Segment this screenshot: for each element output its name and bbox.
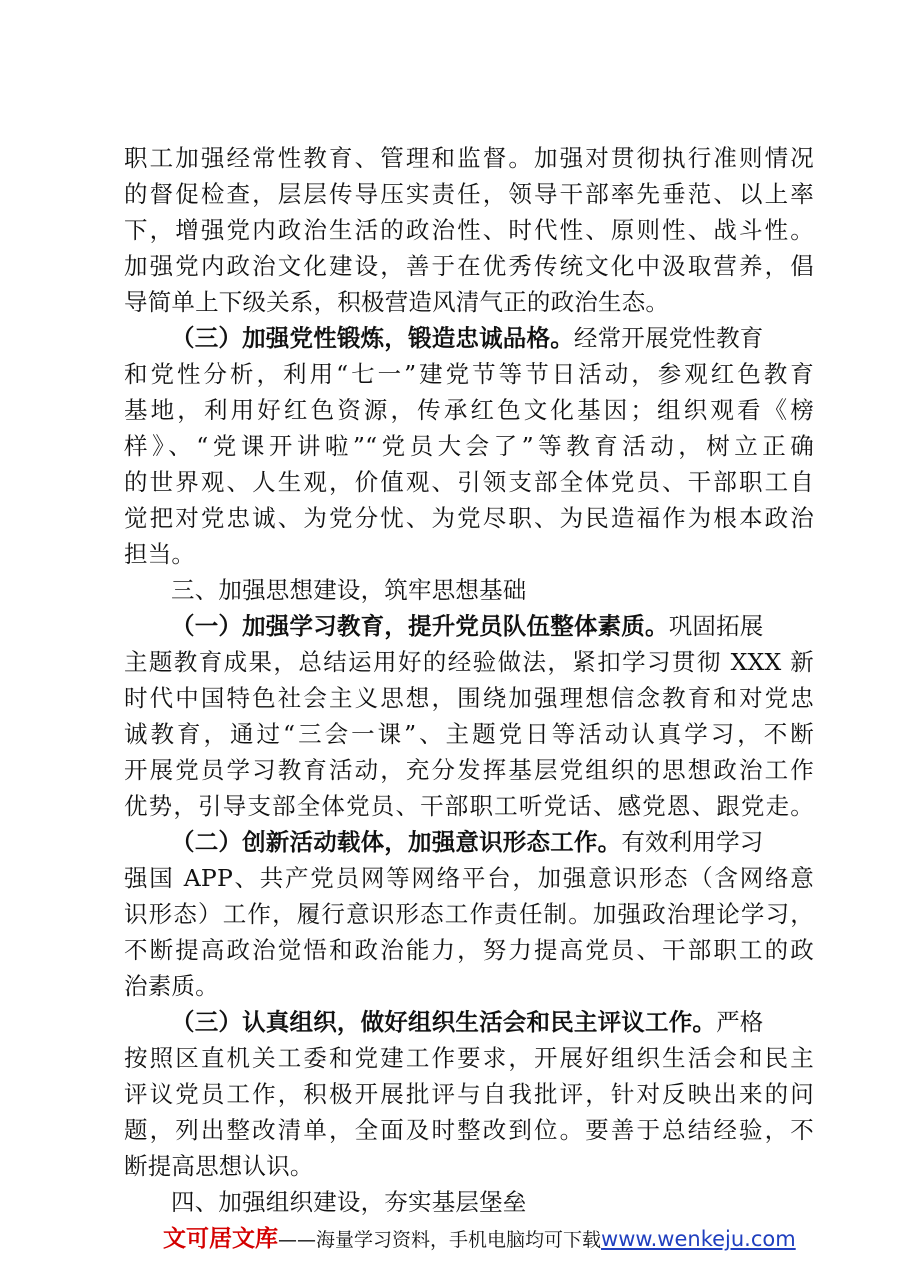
text-line: 按照区直机关工委和党建工作要求，开展好组织生活会和民主 [124,1044,814,1072]
text-line: 的督促检查，层层传导压实责任，领导干部率先垂范、以上率 [124,180,814,208]
text-line: 和党性分析，利用“七一”建党节等节日活动，参观红色教育 [124,360,814,388]
text-line: 优势，引导支部全体党员、干部职工听党话、感党恩、跟党走。 [124,792,814,820]
paragraph-lead-line [171,608,814,644]
paragraph-lead-line [171,320,814,356]
paragraph-lead: （三）认真组织，做好组织生活会和民主评议工作。 [171,1008,717,1036]
text-line: 样》、“党课开讲啦”“党员大会了”等教育活动，树立正确 [124,432,814,460]
text-line: 题，列出整改清单，全面及时整改到位。要善于总结经验，不 [124,1116,814,1144]
text-line: 觉把对党忠诚、为党分忧、为党尽职、为民造福作为根本政治 [124,504,814,532]
text-line: 加强党内政治文化建设，善于在优秀传统文化中汲取营养，倡 [124,252,814,280]
text-line: 基地，利用好红色资源，传承红色文化基因；组织观看《榜 [124,396,814,424]
brand-name: 文可居文库 [163,1226,278,1252]
paragraph-lead: （二）创新活动载体，加强意识形态工作。 [171,828,622,856]
paragraph-lead-rest: 有效利用学习 [621,828,764,856]
text-line: 强国 APP、共产党员网等网络平台，加强意识形态（含网络意 [124,864,814,892]
watermark-footer [163,1222,796,1256]
text-line: 断提高思想认识。 [124,1152,314,1180]
paragraph-lead: （一）加强学习教育，提升党员队伍整体素质。 [171,612,669,640]
site-link[interactable]: www.wenkeju.com [601,1227,796,1251]
text-line: 评议党员工作，积极开展批评与自我批评，针对反映出来的问 [124,1080,814,1108]
paragraph-lead: （三）加强党性锻炼，锻造忠诚品格。 [171,324,574,352]
brand-tagline: ——海量学习资料，手机电脑均可下载 [278,1229,602,1251]
text-line: 时代中国特色社会主义思想，围绕加强理想信念教育和对党忠 [124,684,814,712]
text-line: 识形态）工作，履行意识形态工作责任制。加强政治理论学习， [124,900,814,928]
text-line: 导简单上下级关系，积极营造风清气正的政治生态。 [124,288,670,316]
section-heading: 三、加强思想建设，筑牢思想基础 [171,576,527,604]
paragraph-lead-line [171,1004,814,1040]
text-line: 担当。 [124,540,196,568]
text-line: 的世界观、人生观，价值观、引领支部全体党员、干部职工自 [124,468,814,496]
text-line: 开展党员学习教育活动，充分发挥基层党组织的思想政治工作 [124,756,814,784]
text-line: 不断提高政治觉悟和政治能力，努力提高党员、干部职工的政 [124,936,814,964]
text-line: 主题教育成果，总结运用好的经验做法，紧扣学习贯彻 XXX 新 [124,648,814,676]
text-line: 诚教育，通过“三会一课”、主题党日等活动认真学习，不断 [124,720,814,748]
paragraph-lead-rest: 巩固拓展 [668,612,764,640]
paragraph-lead-rest: 经常开展党性教育 [573,324,764,352]
text-line: 治素质。 [124,972,219,1000]
paragraph-lead-line [171,824,814,860]
section-heading: 四、加强组织建设，夯实基层堡垒 [171,1188,527,1216]
text-line: 下，增强党内政治生活的政治性、时代性、原则性、战斗性。 [124,216,814,244]
text-line: 职工加强经常性教育、管理和监督。加强对贯彻执行准则情况 [124,144,814,172]
paragraph-lead-rest: 严格 [716,1008,764,1036]
